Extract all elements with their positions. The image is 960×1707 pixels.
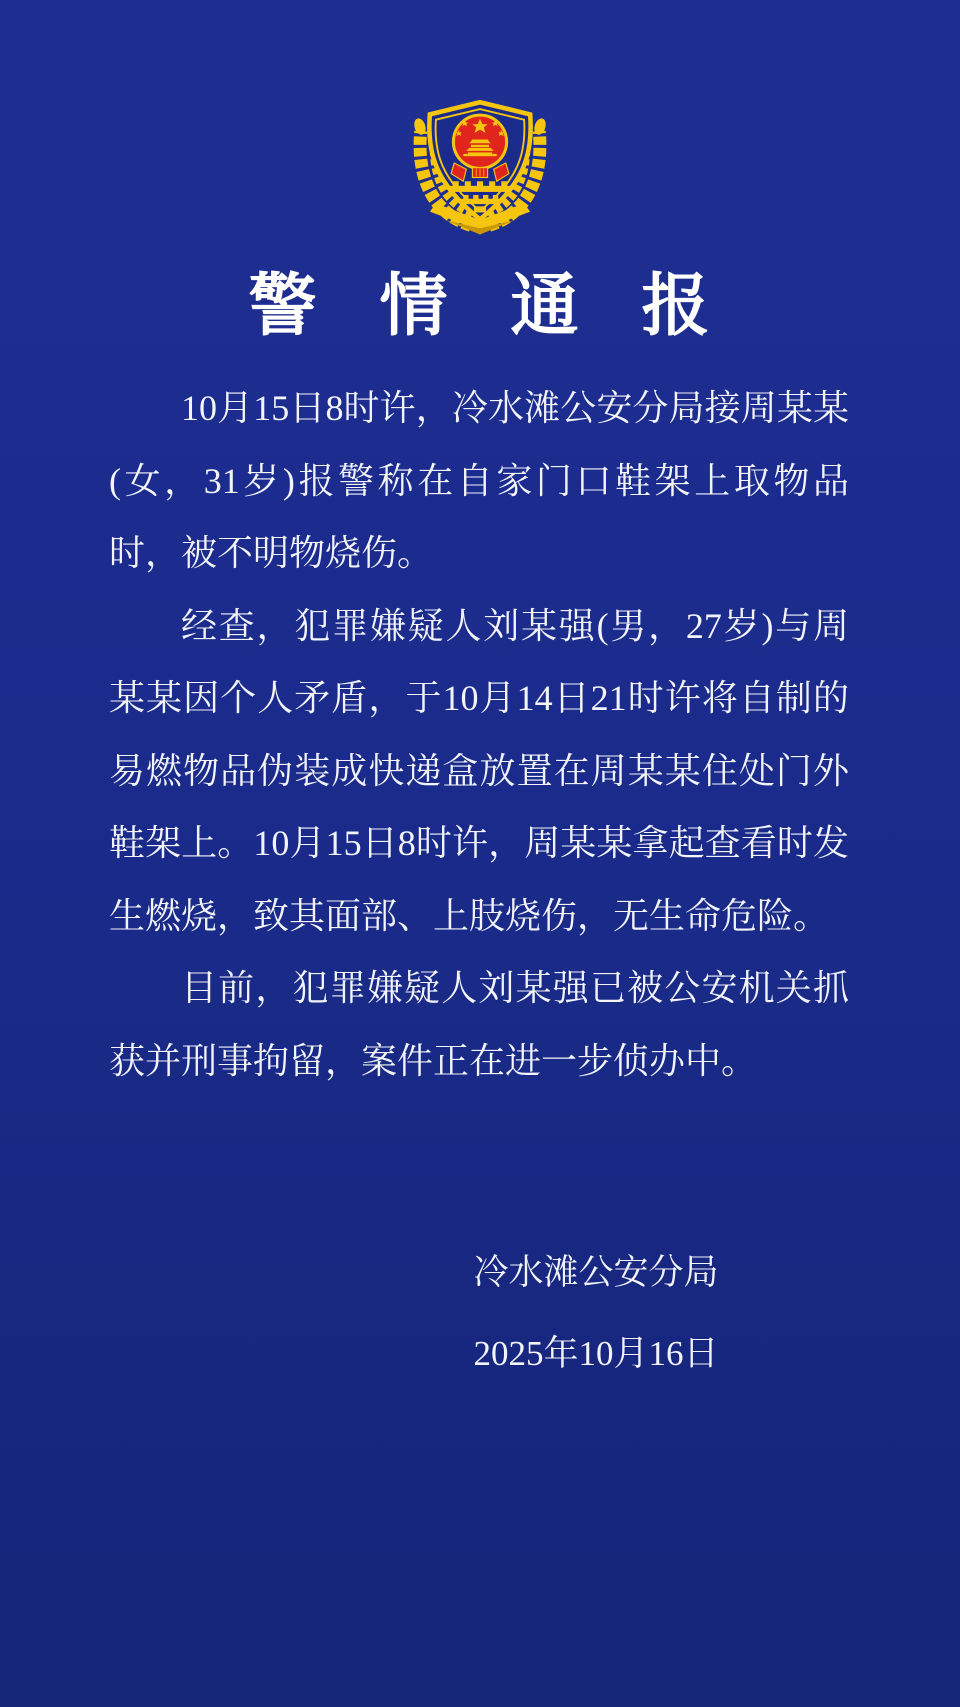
- notice-body: [109, 372, 849, 1097]
- notice-paragraph-3: 目前，犯罪嫌疑人刘某强已被公安机关抓获并刑事拘留，案件正在进一步侦办中。: [109, 968, 849, 1081]
- signature-block: [473, 1232, 718, 1394]
- police-badge-icon: [392, 84, 568, 236]
- notice-paragraph-2: 经查，犯罪嫌疑人刘某强(男，27岁)与周某某因个人矛盾，于10月14日21时许将自制的易燃物品伪装成快递盒放置在周某某住处门外鞋架上。10月15日8时许，周某某拿起查看时发生燃烧，致其面部、上肢烧伤，无生命危险。: [109, 605, 849, 936]
- issuing-authority: 冷水滩公安分局: [473, 1253, 719, 1292]
- notice-paragraph-1: 10月15日8时许，冷水滩公安分局接周某某(女，31岁)报警称在自家门口鞋架上取物品时，被不明物烧伤。: [109, 388, 849, 573]
- issue-date: 2025年10月16日: [473, 1334, 719, 1373]
- police-emblem: [392, 84, 568, 236]
- notice-title: 警 情 通 报: [248, 268, 712, 344]
